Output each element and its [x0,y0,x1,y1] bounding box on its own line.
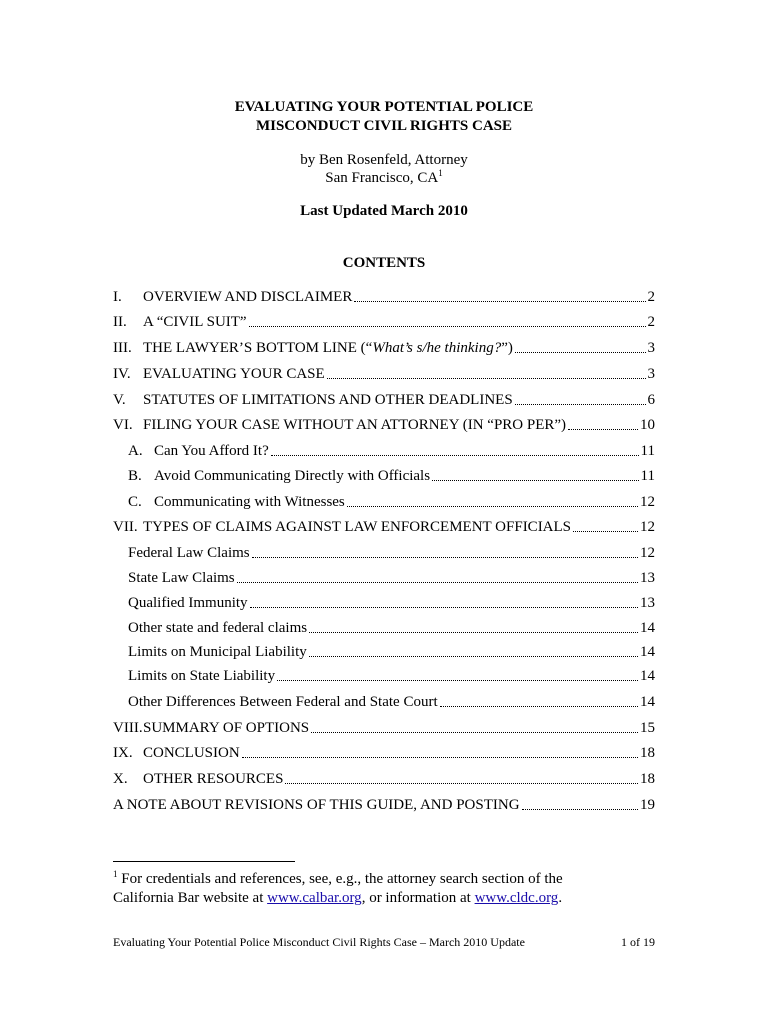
dot-leader [311,732,638,733]
toc-page: 13 [640,595,655,611]
document-title-line1: EVALUATING YOUR POTENTIAL POLICE [234,99,534,115]
toc-page: 14 [640,668,655,684]
dot-leader [309,632,638,633]
toc-label-post: ”) [501,340,513,356]
toc-label: Other Differences Between Federal and State Court [128,694,438,710]
dot-leader [285,783,638,784]
toc-label: Can You Afford It? [154,443,269,459]
toc-label: STATUTES OF LIMITATIONS AND OTHER DEADLINES [143,392,513,408]
toc-page: 12 [640,519,655,535]
dot-leader [237,582,638,583]
toc-label: CONCLUSION [143,745,240,761]
footnote-separator [113,861,295,862]
toc-entry-civil-suit[interactable] [113,312,655,332]
dot-leader [354,301,645,302]
toc-entry-federal-law-claims[interactable] [128,543,655,563]
toc-entry-witnesses[interactable] [128,492,655,512]
toc-label: FILING YOUR CASE WITHOUT AN ATTORNEY (IN “PRO PER”) [143,417,567,433]
toc-entry-overview[interactable] [113,287,655,307]
toc-label: Limits on Municipal Liability [128,644,307,660]
toc-entry-summary-of-options[interactable] [113,718,655,738]
toc-label: Avoid Communicating Directly with Officials [154,468,431,484]
toc-page: 15 [640,720,655,736]
toc-number: B. [128,468,142,484]
dot-leader [249,326,646,327]
toc-page: 18 [640,771,655,787]
page-footer-title: Evaluating Your Potential Police Misconduct Civil Rights Case – March 2010 Update [113,935,525,949]
toc-page: 14 [640,694,655,710]
toc-label: Qualified Immunity [128,595,248,611]
dot-leader [515,404,646,405]
toc-page: 19 [640,797,655,813]
dot-leader [277,680,638,681]
dot-leader [309,656,638,657]
dot-leader [250,607,638,608]
dot-leader [522,809,638,810]
toc-label: Limits on State Liability [128,668,276,684]
toc-page: 14 [640,620,655,636]
toc-entry-qualified-immunity[interactable] [128,593,655,613]
footnote-text4: . [558,890,563,906]
toc-entry-statutes-of-limitations[interactable] [113,390,655,410]
toc-label-italic: What’s s/he thinking? [372,340,502,356]
toc-label: A NOTE ABOUT REVISIONS OF THIS GUIDE, AND POSTING [113,797,520,813]
footnote-ref[interactable]: 1 [438,168,443,178]
toc-entry-types-of-claims[interactable] [113,517,655,537]
toc-page: 2 [647,314,655,330]
toc-page: 12 [640,545,655,561]
footnote-line2 [113,889,673,908]
toc-entry-state-law-claims[interactable] [128,568,655,588]
toc-label: State Law Claims [128,570,235,586]
last-updated: Last Updated March 2010 [300,203,468,219]
location-line [0,169,768,187]
toc-entry-conclusion[interactable] [113,743,655,763]
toc-label: OTHER RESOURCES [143,771,284,787]
toc-entry-federal-vs-state-court[interactable] [128,692,655,712]
cldc-link[interactable]: www.cldc.org [474,890,559,906]
toc-page: 13 [640,570,655,586]
toc-page: 10 [640,417,655,433]
footnote-text2: California Bar website at [113,890,268,906]
toc-number: X. [113,771,128,787]
toc-number: II. [113,314,127,330]
toc-label: A “CIVIL SUIT” [143,314,247,330]
toc-label: Federal Law Claims [128,545,250,561]
toc-number: IV. [113,366,131,382]
toc-number: VIII. [113,720,143,736]
dot-leader [271,455,639,456]
toc-page: 3 [647,366,655,382]
dot-leader [440,706,638,707]
toc-number: A. [128,443,143,459]
dot-leader [327,378,646,379]
toc-label: EVALUATING YOUR CASE [143,366,325,382]
dot-leader [515,352,646,353]
toc-page: 11 [640,468,655,484]
toc-entry-avoid-communicating[interactable] [128,466,655,486]
location-text: San Francisco, CA [325,170,439,186]
page-number: 1 of 19 [621,935,655,949]
toc-number: VII. [113,519,138,535]
dot-leader [573,531,638,532]
toc-entry-state-liability[interactable] [128,666,655,686]
toc-page: 3 [647,340,655,356]
toc-label: OVERVIEW AND DISCLAIMER [143,289,353,305]
toc-page: 11 [640,443,655,459]
toc-label: Communicating with Witnesses [154,494,345,510]
toc-label: SUMMARY OF OPTIONS [143,720,310,736]
dot-leader [432,480,638,481]
toc-number: V. [113,392,126,408]
toc-label: TYPES OF CLAIMS AGAINST LAW ENFORCEMENT OFFICIALS [143,519,572,535]
author-line: by Ben Rosenfeld, Attorney [300,152,468,168]
toc-label [143,338,513,358]
toc-number: IX. [113,745,133,761]
toc-entry-evaluating-your-case[interactable] [113,364,655,384]
toc-page: 2 [647,289,655,305]
toc-entry-other-resources[interactable] [113,769,655,789]
dot-leader [347,506,638,507]
contents-heading: CONTENTS [342,255,426,271]
footnote-marker: 1 [113,869,118,879]
dot-leader [252,557,638,558]
toc-label-pre: THE LAWYER’S BOTTOM LINE (“ [143,340,373,356]
toc-entry-other-claims[interactable] [128,618,655,638]
toc-number: I. [113,289,122,305]
footnote-text3: , or information at [361,890,475,906]
footnote-line1 [113,870,673,889]
toc-page: 14 [640,644,655,660]
toc-page: 6 [647,392,655,408]
toc-number: VI. [113,417,133,433]
toc-label: Other state and federal claims [128,620,308,636]
dot-leader [242,757,638,758]
calbar-link[interactable]: www.calbar.org [267,890,362,906]
toc-page: 18 [640,745,655,761]
dot-leader [568,429,638,430]
footnote [113,870,673,908]
toc-number: C. [128,494,142,510]
toc-number: III. [113,340,132,356]
document-title-line2: MISCONDUCT CIVIL RIGHTS CASE [255,118,513,134]
footnote-text1: For credentials and references, see, e.g., the attorney search section of the [117,871,563,887]
toc-entry-municipal-liability[interactable] [128,642,655,662]
toc-page: 12 [640,494,655,510]
toc-entry-note-about-revisions[interactable] [113,795,655,815]
toc-entry-pro-per[interactable] [113,415,655,435]
toc-entry-afford-it[interactable] [128,441,655,461]
toc-entry-lawyers-bottom-line[interactable] [113,338,655,358]
